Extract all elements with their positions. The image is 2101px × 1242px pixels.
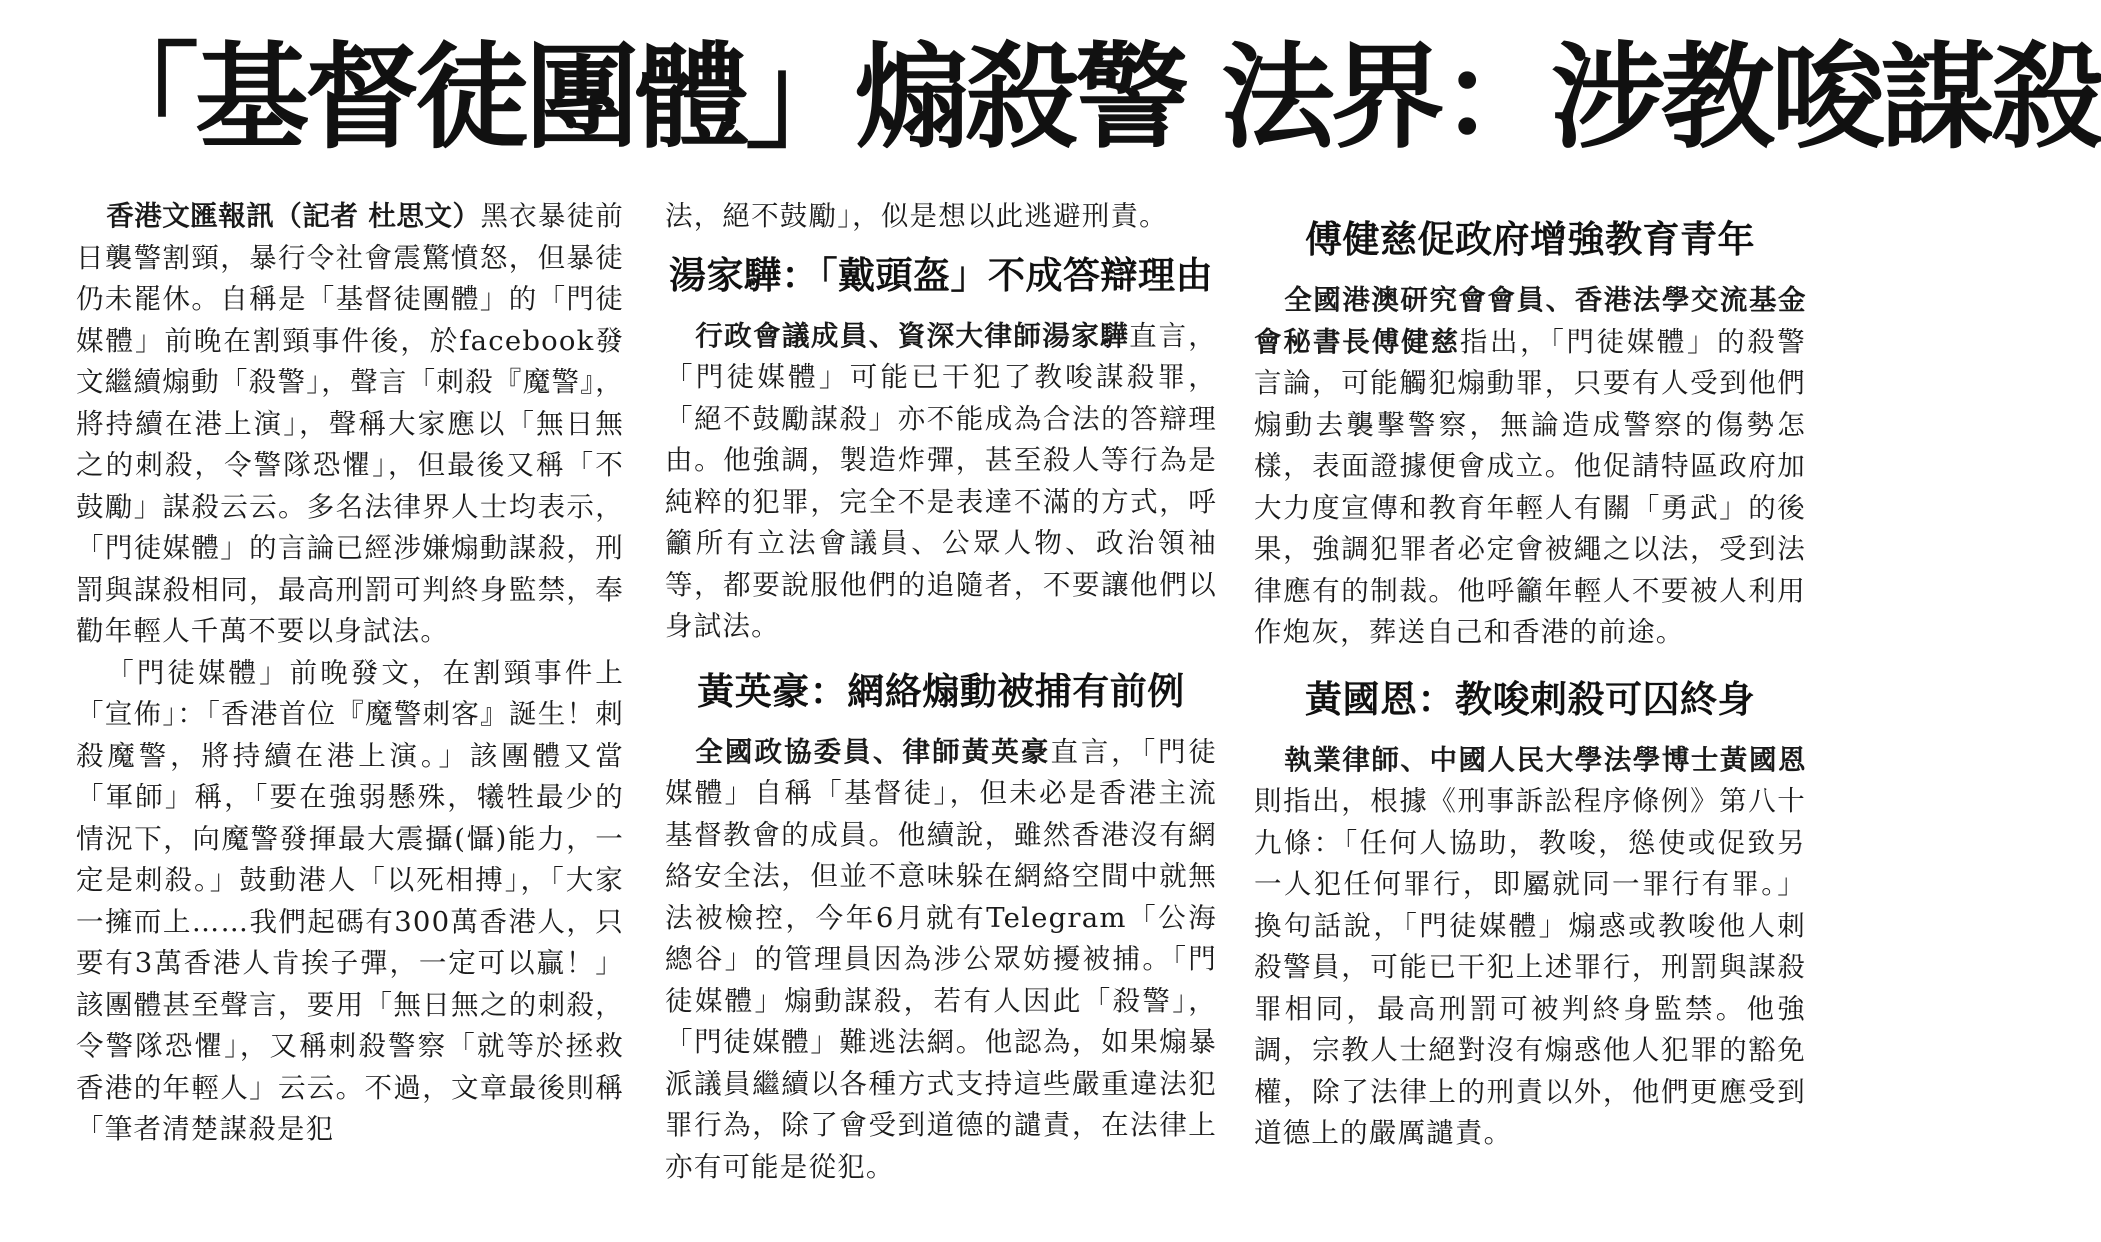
article-paragraph <box>665 316 1217 648</box>
article-paragraph <box>665 732 1217 1189</box>
byline: 香港文匯報訊（記者 杜思文） <box>106 200 481 232</box>
subheading-wong-kwok-yan: 黃國恩：教唆刺殺可囚終身 <box>1305 677 1755 721</box>
headline: 「基督徒團體」煽殺警 法界：涉教唆謀殺 <box>85 30 2101 164</box>
speaker-lead: 全國港澳研究會會員、香港法學交流基金會秘書長傅健慈 <box>1254 284 1806 358</box>
subheading-fu: 傅健慈促政府增強教育青年 <box>1305 218 1755 261</box>
paragraph-text: 黑衣暴徒前日襲警割頸，暴行令社會震驚憤怒，但暴徒仍未罷休。自稱是「基督徒團體」的「門徒媒體」前晚在割頸事件後，於facebook發文繼續煽動「殺警」，聲言「刺殺『魔警』，將持續在港上演」，聲稱大家應以「無日無之的刺殺，令警隊恐懼」，但最後又稱「不鼓勵」謀殺云云。多名法律界人士均表示，「門徒媒體」的言論已經涉嫌煽動謀殺，刑罰與謀殺相同，最高刑罰可判終身監禁，奉勸年輕人千萬不要以身試法。 <box>76 200 625 647</box>
article-column-3 <box>1254 196 1806 1155</box>
paragraph-text: 則指出，根據《刑事訴訟程序條例》第八十九條：「任何人協助，教唆，慫使或促致另一人犯任何罪行，即屬就同一罪行有罪。」換句話說，「門徒媒體」煽惑或教唆他人刺殺警員，可能已干犯上述罪行，刑罰與謀殺罪相同，最高刑罰可被判終身監禁。他強調，宗教人士絕對沒有煽惑他人犯罪的豁免權，除了法律上的刑責以外，他們更應受到道德上的嚴厲譴責。 <box>1254 785 1806 1149</box>
paragraph-text: 指出，「門徒媒體」的殺警言論，可能觸犯煽動罪，只要有人受到他們煽動去襲擊警察，無論造成警察的傷勢怎樣，表面證據便會成立。他促請特區政府加大力度宣傳和教育年輕人有關「勇武」的後果，強調犯罪者必定會被繩之以法，受到法律應有的制裁。他呼籲年輕人不要被人利用作炮灰，葬送自己和香港的前途。 <box>1254 325 1806 648</box>
continued-paragraph: 法，絕不鼓勵」，似是想以此逃避刑責。 <box>665 200 1168 232</box>
article-paragraph <box>1254 740 1806 1155</box>
article-paragraph <box>1254 280 1806 654</box>
speaker-lead: 全國政協委員、律師黃英豪 <box>695 735 1051 768</box>
article-paragraph: 「門徒媒體」前晚發文，在割頸事件上「宣佈」：「香港首位『魔警刺客』誕生！刺殺魔警，將持續在港上演。」該團體又當「軍師」稱，「要在強弱懸殊，犧牲最少的情況下，向魔警發揮最大震攝(懾)能力，一定是刺殺。」鼓動港人「以死相搏」，「大家一擁而上……我們起碼有300萬香港人，只要有3萬香港人肯挨子彈，一定可以贏！」該團體甚至聲言，要用「無日無之的刺殺，令警隊恐懼」，又稱刺殺警察「就等於拯救香港的年輕人」云云。不過，文章最後則稱「筆者清楚謀殺是犯 <box>76 656 624 1145</box>
article-column-2 <box>665 196 1217 1188</box>
subheading-wong: 黃英豪：網絡煽動被捕有前例 <box>697 669 1185 713</box>
speaker-lead: 行政會議成員、資深大律師湯家驊 <box>695 319 1130 352</box>
paragraph-text: 直言，「門徒媒體」可能已干犯了教唆謀殺罪，「絕不鼓勵謀殺」亦不能成為合法的答辯理由。他強調，製造炸彈，甚至殺人等行為是純粹的犯罪，完全不是表達不滿的方式，呼籲所有立法會議員、公眾人物、政治領袖等，都要說服他們的追隨者，不要讓他們以身試法。 <box>665 319 1218 642</box>
subheading-tong: 湯家驊：「戴頭盔」不成答辯理由 <box>669 253 1213 297</box>
speaker-lead: 執業律師、中國人民大學法學博士黃國恩 <box>1284 743 1806 776</box>
article-paragraph <box>76 196 624 653</box>
article-column-1 <box>76 196 624 1151</box>
paragraph-text: 直言，「門徒媒體」自稱「基督徒」，但未必是香港主流基督教會的成員。他續說，雖然香港沒有網絡安全法，但並不意味躲在網絡空間中就無法被檢控，今年6月就有Telegram「公海總谷」的管理員因為涉公眾妨擾被捕。「門徒媒體」煽動謀殺，若有人因此「殺警」，「門徒媒體」難逃法網。他認為，如果煽暴派議員繼續以各種方式支持這些嚴重違法犯罪行為，除了會受到道德的譴責，在法律上亦有可能是從犯。 <box>665 735 1218 1183</box>
